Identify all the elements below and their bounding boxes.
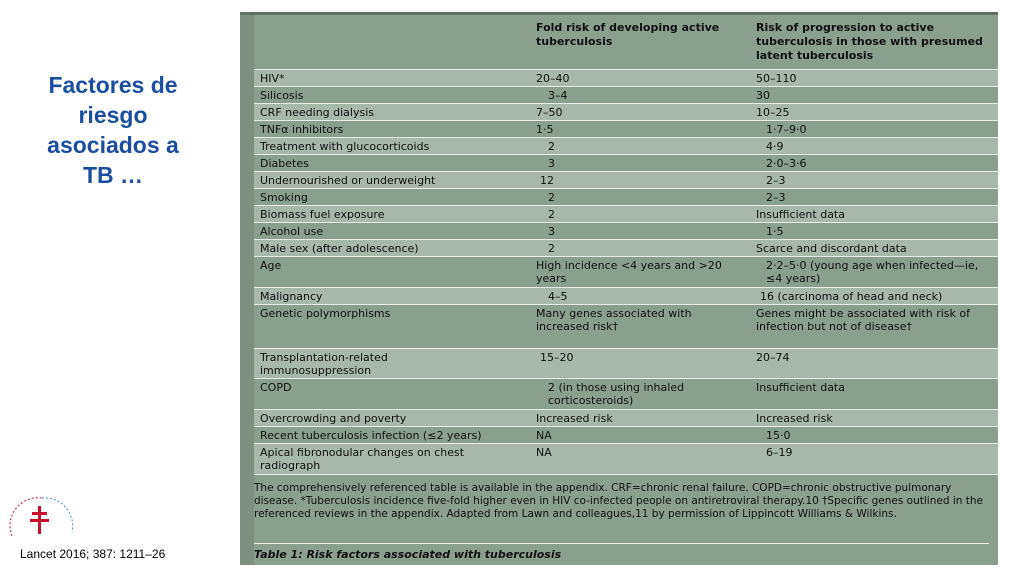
cell-fold: 12 (540, 174, 554, 187)
table-row (254, 240, 998, 257)
cell-fold: NA (536, 446, 552, 459)
cell-progression: Genes might be associated with risk of infection but not of disease† (756, 307, 970, 333)
cell-factor: Age (260, 259, 282, 272)
header-fold-risk: Fold risk of developing active tuberculosis (536, 21, 720, 48)
title-line: asociados a (47, 132, 179, 158)
cell-fold: 3–4 (548, 89, 568, 102)
table-row (254, 104, 998, 121)
cell-progression: 2–3 (766, 191, 786, 204)
cell-factor: Genetic polymorphisms (260, 307, 391, 320)
caption-text: Table 1: Risk factors associated with tuberculosis (254, 548, 562, 561)
cell-progression: 30 (756, 89, 770, 102)
cell-fold: 1·5 (536, 123, 554, 136)
cell-factor: Treatment with glucocorticoids (260, 140, 430, 153)
table-row (254, 206, 998, 223)
cell-fold: 2 (548, 140, 555, 153)
slide-title (18, 70, 208, 190)
table-row (254, 138, 998, 155)
table-row (254, 87, 998, 104)
cell-fold: 7–50 (536, 106, 563, 119)
cell-factor: Alcohol use (260, 225, 324, 238)
cell-progression: 16 (carcinoma of head and neck) (760, 290, 943, 303)
risk-factor-table (254, 15, 998, 475)
lorraine-cross-logo-icon (2, 492, 78, 544)
cell-fold: NA (536, 429, 552, 442)
table-row (254, 305, 998, 349)
cell-progression: Scarce and discordant data (756, 242, 907, 255)
table-footnote: The comprehensively referenced table is available in the appendix. CRF=chronic renal failure. COPD=chronic obstructive pulmonary disease. *Tuberculosis incidence five-fold higher even in HIV co-infected people on antiretroviral therapy.10 †Specific genes outlined in the referenced reviews in the appendix. Adapted from Lawn and colleagues,11 by permission of Lippincott Williams & Wilkins. (254, 482, 983, 520)
cell-factor: Recent tuberculosis infection (≤2 years) (260, 429, 482, 442)
cell-factor: HIV* (260, 72, 285, 85)
cell-factor: Smoking (260, 191, 308, 204)
table-row (254, 155, 998, 172)
cell-factor: TNFα inhibitors (260, 123, 344, 136)
cell-progression: 2·2–5·0 (young age when infected—ie, ≤4 years) (766, 259, 979, 285)
cell-progression: 1·7–9·0 (766, 123, 807, 136)
cell-fold: 2 (548, 191, 555, 204)
cell-factor: Malignancy (260, 290, 323, 303)
cell-progression: 50–110 (756, 72, 797, 85)
cell-factor: Undernourished or underweight (260, 174, 436, 187)
cell-progression: 2·0–3·6 (766, 157, 807, 170)
table-image-panel (240, 12, 998, 565)
table-row (254, 427, 998, 444)
title-line: riesgo (78, 102, 148, 128)
cell-factor: CRF needing dialysis (260, 106, 375, 119)
cell-progression: 15·0 (766, 429, 791, 442)
header-progression-risk: Risk of progression to active tuberculosis in those with presumed latent tuberculosis (756, 21, 983, 62)
cell-fold: High incidence <4 years and >20 years (536, 259, 722, 285)
citation: Lancet 2016; 387: 1211–26 (20, 547, 166, 561)
cell-fold: 2 (548, 208, 555, 221)
cell-fold: 4–5 (548, 290, 568, 303)
table-row (254, 121, 998, 138)
table-row (254, 70, 998, 87)
cell-progression: Increased risk (756, 412, 833, 425)
cell-factor: Overcrowding and poverty (260, 412, 407, 425)
cell-progression: 4·9 (766, 140, 784, 153)
cell-progression: 2–3 (766, 174, 786, 187)
table-row (254, 410, 998, 427)
table-row (254, 223, 998, 240)
cell-factor: Apical fibronodular changes on chest radiograph (260, 446, 465, 472)
table-header (254, 15, 998, 70)
cell-factor: Silicosis (260, 89, 304, 102)
cell-factor: COPD (260, 381, 292, 394)
cell-fold: 3 (548, 225, 555, 238)
cell-factor: Biomass fuel exposure (260, 208, 385, 221)
cell-fold: Many genes associated with increased risk† (536, 307, 692, 333)
panel-left-strip (240, 15, 254, 565)
cell-fold: 2 (in those using inhaled corticosteroids) (548, 381, 685, 407)
cell-fold: 2 (548, 242, 555, 255)
table-row (254, 288, 998, 305)
table-row (254, 172, 998, 189)
cell-factor: Diabetes (260, 157, 309, 170)
table-row (254, 379, 998, 410)
cell-factor: Male sex (after adolescence) (260, 242, 419, 255)
table-row (254, 189, 998, 206)
cell-fold: 20–40 (536, 72, 570, 85)
table-row (254, 349, 998, 379)
cell-fold: 15–20 (540, 351, 574, 364)
title-line: Factores de (48, 72, 178, 98)
table-row (254, 444, 998, 475)
cell-progression: Insufficient data (756, 381, 845, 394)
cell-progression: 10–25 (756, 106, 790, 119)
cell-fold: Increased risk (536, 412, 613, 425)
table-caption (254, 543, 989, 561)
cell-progression: 20–74 (756, 351, 790, 364)
table-row (254, 257, 998, 288)
title-line: TB … (82, 162, 144, 188)
cell-progression: 6–19 (766, 446, 793, 459)
cell-fold: 3 (548, 157, 555, 170)
cell-factor: Transplantation-related immunosuppression (260, 351, 388, 377)
cell-progression: 1·5 (766, 225, 784, 238)
cell-progression: Insufficient data (756, 208, 845, 221)
